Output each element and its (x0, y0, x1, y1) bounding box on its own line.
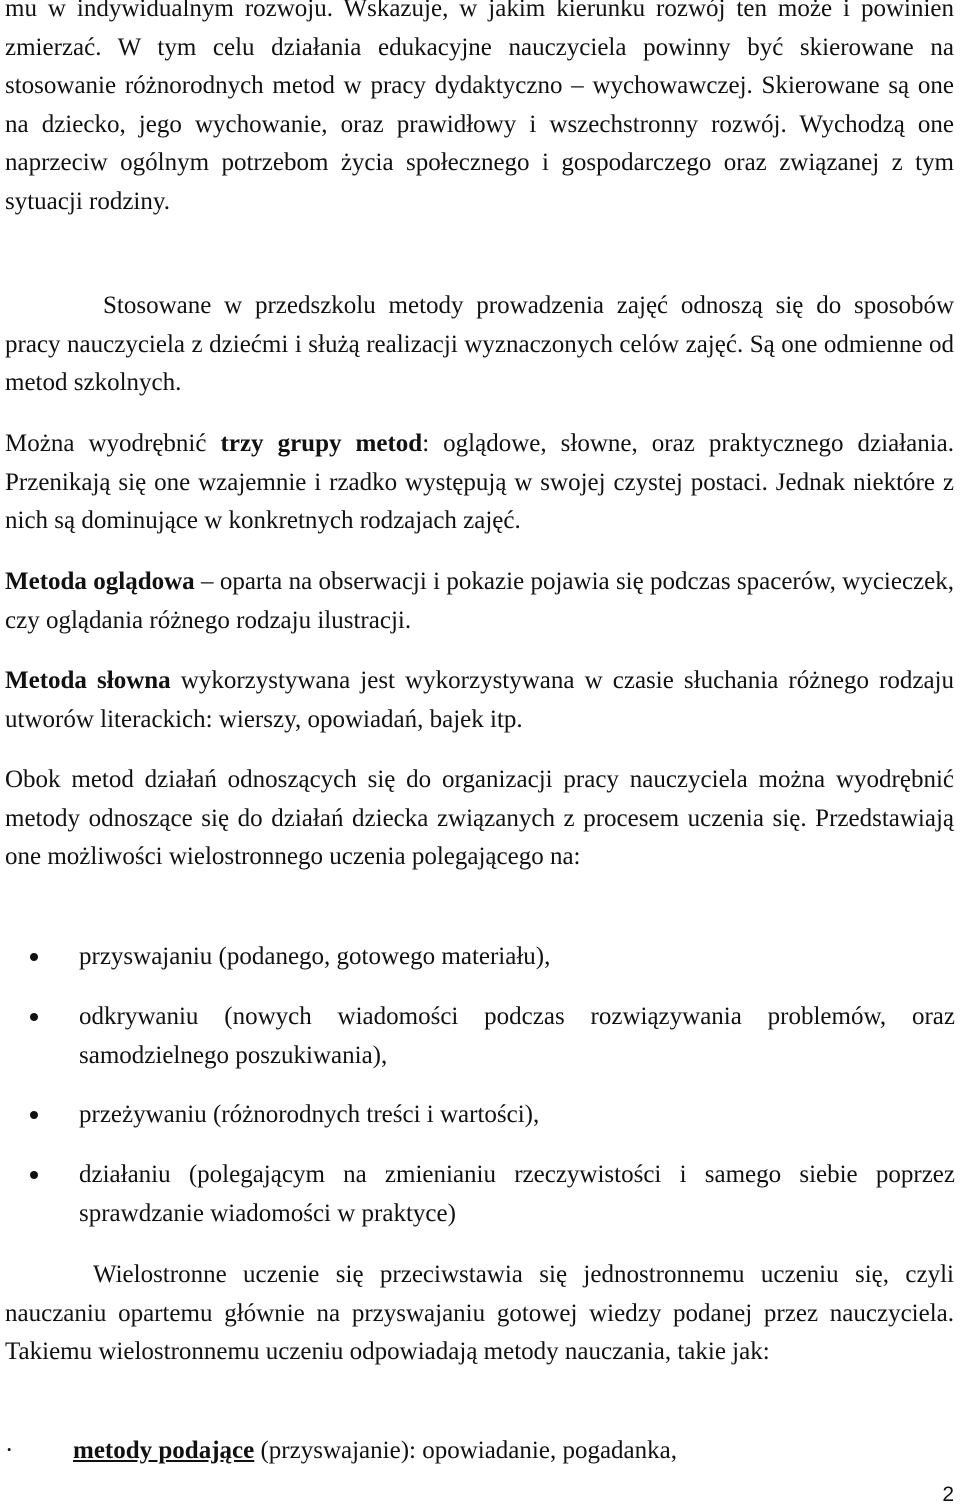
paragraph-intro-text: mu w indywidualnym rozwoju. Wskazuje, w jakim kierunku rozwój ten może i powinien zmierzać. W tym celu działania edukacyjne nauczyciela powinny być skierowane na stosowanie różnorodnych metod w pracy dydaktyczno – wychowawczej. Skierowane są one na dziecko, jego wychowanie, oraz prawidłowy i wszechstronny rozwój. Wychodzą one naprzeciw ogólnym potrzebom życia społecznego i gospodarczego oraz związanej z tym sytuacji rodziny. (5, 0, 954, 215)
paragraph-three-groups-pre: Można wyodrębnić (5, 430, 221, 457)
list-marker: · (5, 1437, 14, 1464)
paragraph-three-groups (5, 425, 954, 541)
bullet-dot-icon (30, 1171, 38, 1179)
methods-list-item-text (73, 1432, 677, 1470)
paragraph-multilateral-learning (5, 1256, 954, 1372)
paragraph-methods-preschool (5, 287, 954, 403)
paragraph-methods-preschool-text: Stosowane w przedszkolu metody prowadzenia zajęć odnoszą się do sposobów pracy nauczyciela z dziećmi i służą realizacji wyznaczonych celów zajęć. Są one odmienne od metod szkolnych. (5, 292, 954, 396)
page-number: 2 (942, 1483, 954, 1506)
paragraph-verbal-method-text: wykorzystywana jest wykorzystywana w czasie słuchania różnego rodzaju utworów literackich: wierszy, opowiadań, bajek itp. (5, 667, 955, 733)
paragraph-verbal-method (5, 662, 954, 739)
underlined-term: metody podające (73, 1437, 255, 1464)
methods-list-item-rest: (przyswajanie): opowiadanie, pogadanka, (254, 1437, 677, 1464)
paragraph-observation-method (5, 563, 954, 640)
list-item-text: działaniu (polegającym na zmienianiu rzeczywistości i samego siebie poprzez sprawdzanie wiadomości w praktyce) (79, 1161, 955, 1227)
bullet-dot-icon (30, 1111, 38, 1119)
observation-method-bold: Metoda oglądowa (5, 568, 195, 595)
list-item-text: odkrywaniu (nowych wiadomości podczas rozwiązywania problemów, oraz samodzielnego poszukiwania), (79, 1003, 955, 1069)
paragraph-three-groups-post: : oglądowe, słowne, oraz praktycznego działania. Przenikają się one wzajemnie i rzadko występują w swojej czystej postaci. Jednak niektóre z nich są dominujące w konkretnych rodzajach zajęć. (5, 430, 954, 534)
three-groups-bold: trzy grupy metod (220, 430, 423, 457)
paragraph-child-actions-text: Obok metod działań odnoszących się do organizacji pracy nauczyciela można wyodrębnić metody odnoszące się do działań dziecka związanych z procesem uczenia się. Przedstawiają one możliwości wielostronnego uczenia polegającego na: (5, 766, 954, 870)
list-item-text: przeżywaniu (różnorodnych treści i wartości), (79, 1101, 540, 1128)
paragraph-observation-method-text: – oparta na obserwacji i pokazie pojawia się podczas spacerów, wycieczek, czy oglądania różnego rodzaju ilustracji. (5, 568, 954, 634)
list-item-text: przyswajaniu (podanego, gotowego materiału), (79, 943, 551, 970)
bullet-dot-icon (30, 1013, 38, 1021)
verbal-method-bold: Metoda słowna (5, 667, 171, 694)
bullet-dot-icon (30, 953, 38, 961)
paragraph-child-actions (5, 761, 954, 877)
paragraph-intro (5, 0, 954, 221)
paragraph-multilateral-learning-text: Wielostronne uczenie się przeciwstawia się jednostronnemu uczeniu się, czyli nauczaniu opartemu głównie na przyswajaniu gotowej wiedzy podanej przez nauczyciela. Takiemu wielostronnemu uczeniu odpowiadają metody nauczania, takie jak: (5, 1261, 954, 1365)
